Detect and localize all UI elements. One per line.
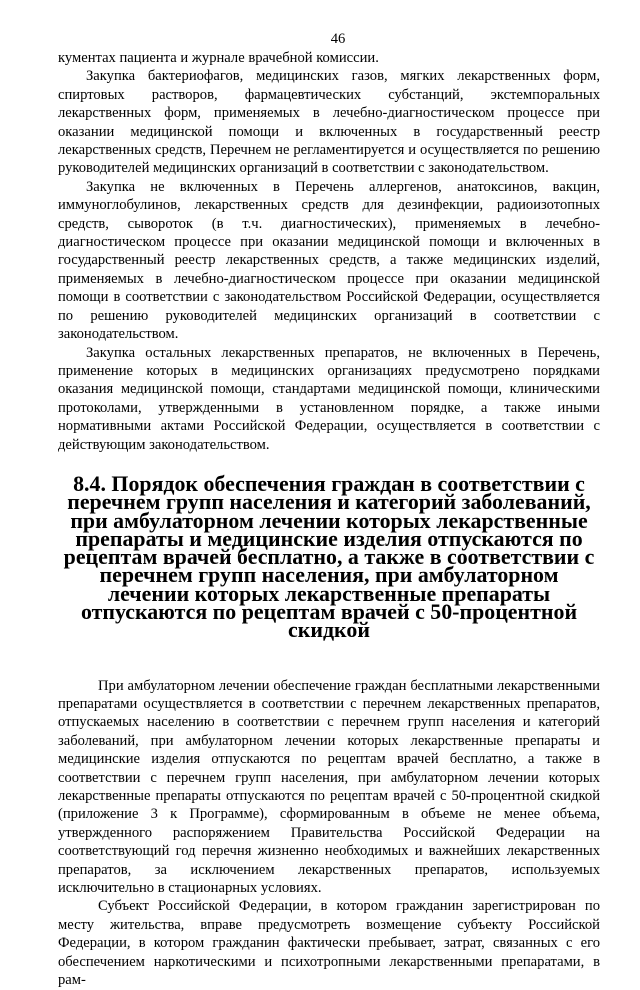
heading-spacer [58, 640, 600, 677]
paragraph-continuation: кументах пациента и журнале врачебной комиссии. [58, 50, 379, 66]
paragraph-bacteriophages: Закупка бактериофагов, медицинских газов, мягких лекарственных форм, спиртовых растворов, фармацевтических субстанций, экстемпоральных лекарственных форм, применяемых в лечебно-диагностическом процессе при оказании медицинской помощи и включенных в государственный реестр лекарственных средств, Перечнем не регламентируется и осуществляется по решению руководителей медицинских организаций в соответствии с законодательством. [58, 68, 600, 177]
paragraph-other-drugs: Закупка остальных лекарственных препаратов, не включенных в Перечень, применение которых в медицинских организациях предусмотрено порядками оказания медицинской помощи, стандартами медицинской помощи, клиническими протоколами, утвержденными в установленном порядке, а также иными нормативными актами Российской Федерации, осуществляется в соответствии с действующим законодательством. [58, 344, 600, 453]
page-number: 46 [330, 31, 346, 47]
paragraph-federal-subject: Субъект Российской Федерации, в котором гражданин зарегистрирован по месту жительства, вправе предусмотреть возмещение субъекту Российской Федерации, в котором гражданин фактически пребывает, затрат, связанных с его обеспечением наркотическими и психотропными лекарственными препаратами, в рам- [58, 898, 600, 989]
paragraph-outpatient-treatment: При амбулаторном лечении обеспечение граждан бесплатными лекарственными препаратами осуществляется в соответствии с перечнем лекарственных препаратов, отпускаемых населению в соответствии с перечнем групп населения и категорий заболеваний, при амбулаторном лечении которых лекарственные препараты и медицинские изделия отпускаются по рецептам врачей бесплатно, а также в соответствии с перечнем групп населения, при амбулаторном лечении которых лекарственные препараты отпускаются по рецептам врачей с 50-процентной скидкой (приложение 3 к Программе), сформированным в объеме не менее объема, утвержденного распоряжением Правительства Российской Федерации на соответствующий год перечня жизненно необходимых и важнейших лекарственных препаратов, за исключением лекарственных препаратов, используемых исключительно в стационарных условиях. [58, 677, 600, 897]
section-heading: 8.4. Порядок обеспечения граждан в соответствии с перечнем групп населения и категорий заболеваний, при амбулаторном лечении которых лекарственные препараты и медицинские изделия отпускаются по рецептам врачей бесплатно, а также в соответствии с перечнем групп населения, при амбулаторном лечении которых лекарственные препараты отпускаются по рецептам врачей с 50-процентной скидкой [63, 470, 595, 643]
paragraph-allergens: Закупка не включенных в Перечень аллергенов, анатоксинов, вакцин, иммуноглобулинов, лекарственных средств для дезинфекции, радиоизотопных средств, сывороток (в т.ч. диагностических), применяемых в лечебно-диагностическом процессе при оказании медицинской помощи и включенных в государственный реестр лекарственных средств, а также медицинских изделий, применяемых в лечебно-диагностическом процессе при оказании медицинской помощи в соответствии с законодательством Российской Федерации, осуществляется по решению руководителей медицинских организаций в соответствии с законодательством. [58, 178, 600, 343]
